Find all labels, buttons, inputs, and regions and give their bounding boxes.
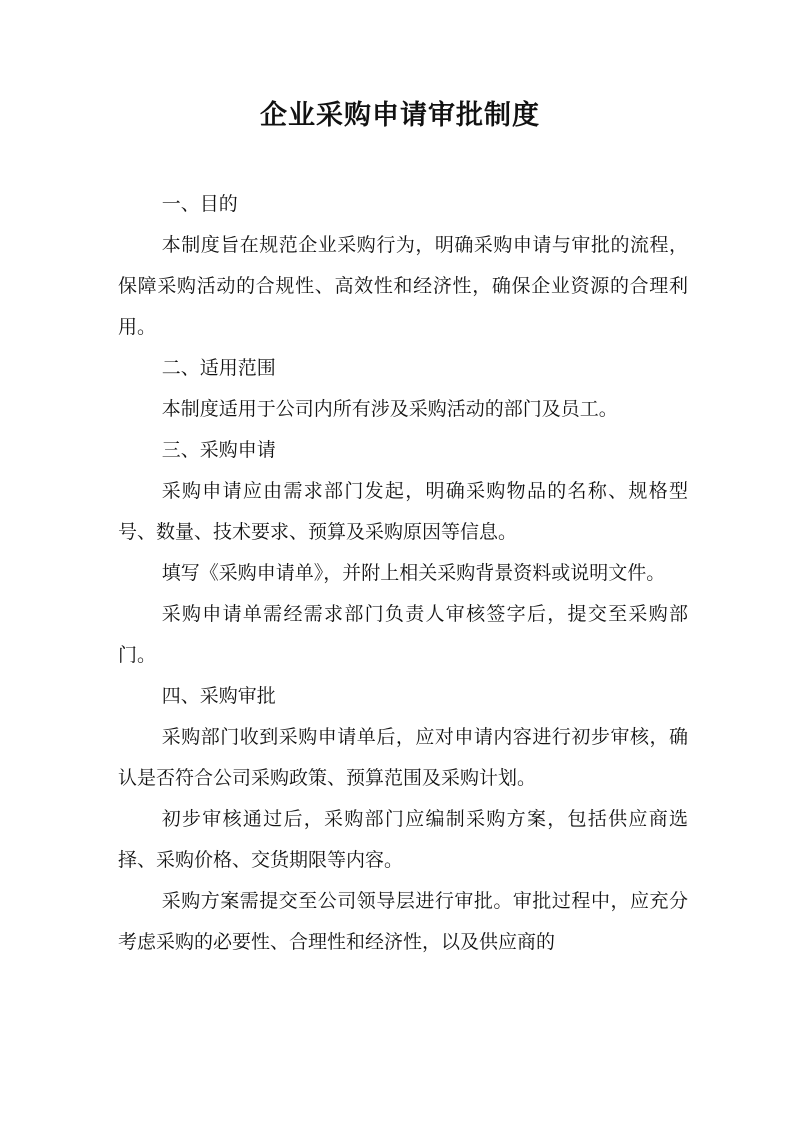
section-scope: [118, 348, 688, 430]
section-heading: 一、目的: [161, 193, 238, 215]
section-heading: 四、采购审批: [161, 685, 276, 707]
section-purpose: [118, 184, 688, 348]
section-heading: 二、适用范围: [161, 357, 276, 379]
paragraph: 填写《采购申请单》，并附上相关采购背景资料或说明文件。: [161, 562, 666, 584]
paragraph: 采购申请应由需求部门发起，明确采购物品的名称、规格型号、数量、技术要求、预算及采购原因等信息。: [118, 480, 688, 543]
section-heading: 三、采购申请: [161, 439, 276, 461]
document-body: [118, 184, 688, 963]
paragraph: 初步审核通过后，采购部门应编制采购方案，包括供应商选择、采购价格、交货期限等内容。: [118, 808, 688, 871]
paragraph: 采购申请单需经需求部门负责人审核签字后，提交至采购部门。: [118, 603, 688, 666]
paragraph: 采购方案需提交至公司领导层进行审批。审批过程中，应充分考虑采购的必要性、合理性和经济性，以及供应商的: [118, 890, 688, 953]
paragraph: 本制度旨在规范企业采购行为，明确采购申请与审批的流程，保障采购活动的合规性、高效性和经济性，确保企业资源的合理利用。: [118, 234, 688, 338]
paragraph: 本制度适用于公司内所有涉及采购活动的部门及员工。: [161, 398, 618, 420]
section-purchase-request: [118, 430, 688, 676]
document-title: 企业采购申请审批制度: [260, 100, 540, 131]
section-purchase-approval: [118, 676, 688, 963]
paragraph: 采购部门收到采购申请单后，应对申请内容进行初步审核，确认是否符合公司采购政策、预算范围及采购计划。: [118, 726, 688, 789]
